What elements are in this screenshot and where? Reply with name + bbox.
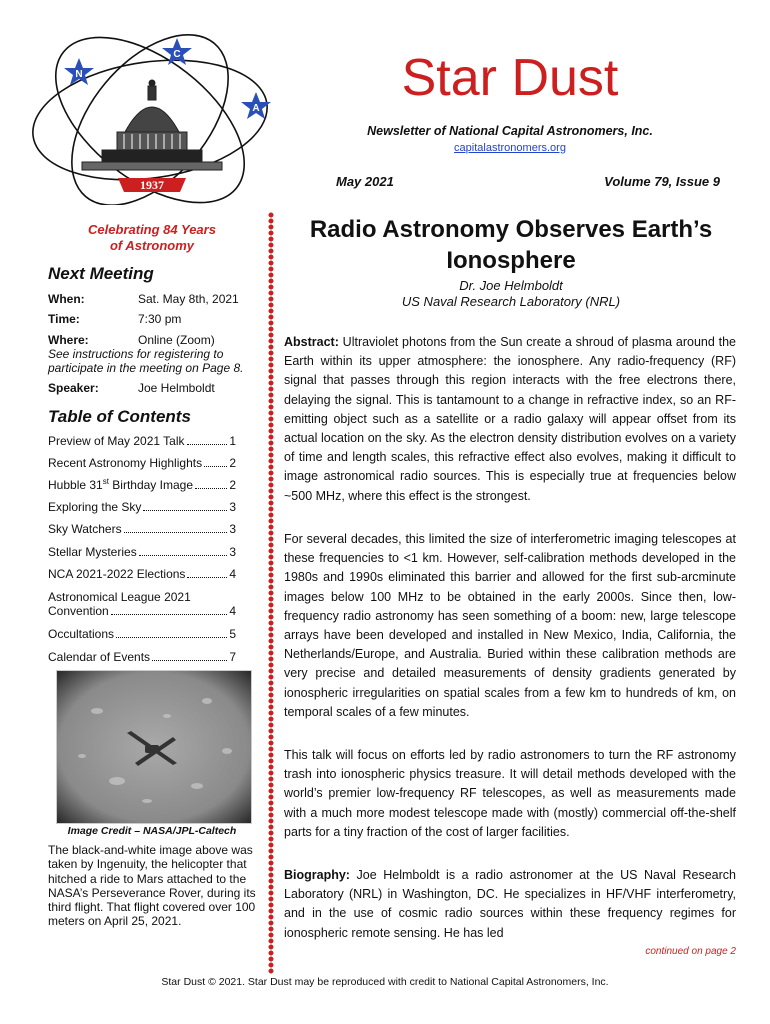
celebration-banner: Celebrating 84 Years of Astronomy <box>88 222 216 253</box>
website-link[interactable]: capitalastronomers.org <box>454 142 566 154</box>
toc-item-calendar[interactable]: Calendar of Events 7 <box>48 650 236 664</box>
time-label: Time: <box>48 312 80 326</box>
photo-caption: The black-and-white image above was taken by Ingenuity, the helicopter that hitched a ride to Mars attached to the NASA’s Perseverance Rover, during its third flight. That flight covered over 100 meters on April 25, 2021. <box>48 843 256 929</box>
svg-text:A: A <box>252 103 260 114</box>
toc-item-skywatchers[interactable]: Sky Watchers 3 <box>48 522 236 536</box>
nca-logo <box>22 20 284 205</box>
where-value: Online (Zoom) <box>138 333 215 347</box>
next-meeting-heading: Next Meeting <box>48 264 154 283</box>
toc-item-occultations[interactable]: Occultations 5 <box>48 627 236 641</box>
issue-date: May 2021 <box>336 174 394 189</box>
issue-volume: Volume 79, Issue 9 <box>604 174 720 189</box>
column-divider <box>268 212 274 974</box>
photo-credit: Image Credit – NASA/JPL-Caltech <box>67 825 237 837</box>
author-affiliation: US Naval Research Laboratory (NRL) <box>401 294 621 309</box>
paragraph-history: For several decades, this limited the size of interferometric imaging telescopes at these frequencies to <1 km. However, self-calibration methods developed in the 1980s and 1990s eliminated this barrier and allowed for the first sub-arcminute images below 100 MHz to be obtained in the early 2000s. Since then, low-frequency radio astronomy has seen something of a boom: new, large telescope arrays have been developed and installed in New Mexico, India, California, the Netherlands/Europe, and Australia. Buried within these calibration methods are very precise and detailed measurements of density gradients generated by ionospheric irregularities on spatial scales from a few km to hundreds of km, on temporal scales of a few minutes. <box>284 532 736 719</box>
newsletter-title: Star Dust <box>401 49 619 107</box>
biography-paragraph: Biography: Joe Helmboldt is a radio astronomer at the US Naval Research Laboratory (NRL) in Washington, DC. He specializes in HF/VHF interferometry, and in the use of cosmic radio sources within these frequency regimes for ionospheric remote sensing. He has led <box>284 868 736 940</box>
newsletter-subtitle: Newsletter of National Capital Astronomers, Inc. <box>367 124 653 138</box>
where-label: Where: <box>48 333 89 347</box>
time-value: 7:30 pm <box>138 312 182 326</box>
svg-text:C: C <box>173 49 181 60</box>
when-label: When: <box>48 292 85 306</box>
toc-item-elections[interactable]: NCA 2021-2022 Elections 4 <box>48 567 236 581</box>
toc-item-highlights[interactable]: Recent Astronomy Highlights 2 <box>48 456 236 470</box>
logo-year: 1937 <box>140 178 164 192</box>
toc-item-convention[interactable]: Astronomical League 2021 Convention 4 <box>48 590 236 618</box>
svg-text:N: N <box>75 69 83 80</box>
paragraph-talk-focus: This talk will focus on efforts led by radio astronomers to turn the RF astronomy trash into ionospheric physics treasure. It will detail methods developed with the world’s premier low-frequency RF telescopes, as well as measurements made with a much more modest telescope made with (mostly) commercial off-the-shelf parts for a tiny fraction of the cost of larger facilities. <box>284 748 736 839</box>
toc-heading: Table of Contents <box>48 407 191 426</box>
toc-item-exploring[interactable]: Exploring the Sky 3 <box>48 500 236 514</box>
article-author: Dr. Joe Helmboldt <box>459 278 563 293</box>
continued-note[interactable]: continued on page 2 <box>645 946 736 957</box>
speaker-value: Joe Helmboldt <box>138 381 215 395</box>
page-footer: Star Dust © 2021. Star Dust may be reproduced with credit to National Capital Astronomers, Inc. <box>161 976 609 988</box>
registration-note: See instructions for registering to participate in the meeting on Page 8. <box>48 347 244 375</box>
toc-item-preview[interactable]: Preview of May 2021 Talk 1 <box>48 434 236 448</box>
abstract-paragraph: Abstract: Ultraviolet photons from the Sun create a shroud of plasma around the Earth within its upper atmosphere: the ionosphere. Any radio-frequency (RF) signal that passes through this region interacts with the free electrons there, delaying the signal. This is tantamount to a change in refractive index, so an RF-emitting object such as a satellite or a radio galaxy will appear offset from its actual location on the sky. As the electron density distribution evolves on a variety of time and length scales, this refractive effect also evolves, making it difficult to image astronomical radio sources. This is especially true at frequencies below ~500 MHz, where this effect is the strongest. <box>284 335 736 503</box>
speaker-label: Speaker: <box>48 381 99 395</box>
when-value: Sat. May 8th, 2021 <box>138 292 239 306</box>
ingenuity-photo <box>56 670 252 824</box>
article-title: Radio Astronomy Observes Earth’s Ionosphere <box>309 216 713 274</box>
toc-item-hubble[interactable]: Hubble 31st Birthday Image 2 <box>48 477 236 492</box>
toc-item-mysteries[interactable]: Stellar Mysteries 3 <box>48 545 236 559</box>
capitol-building-icon <box>82 80 222 170</box>
